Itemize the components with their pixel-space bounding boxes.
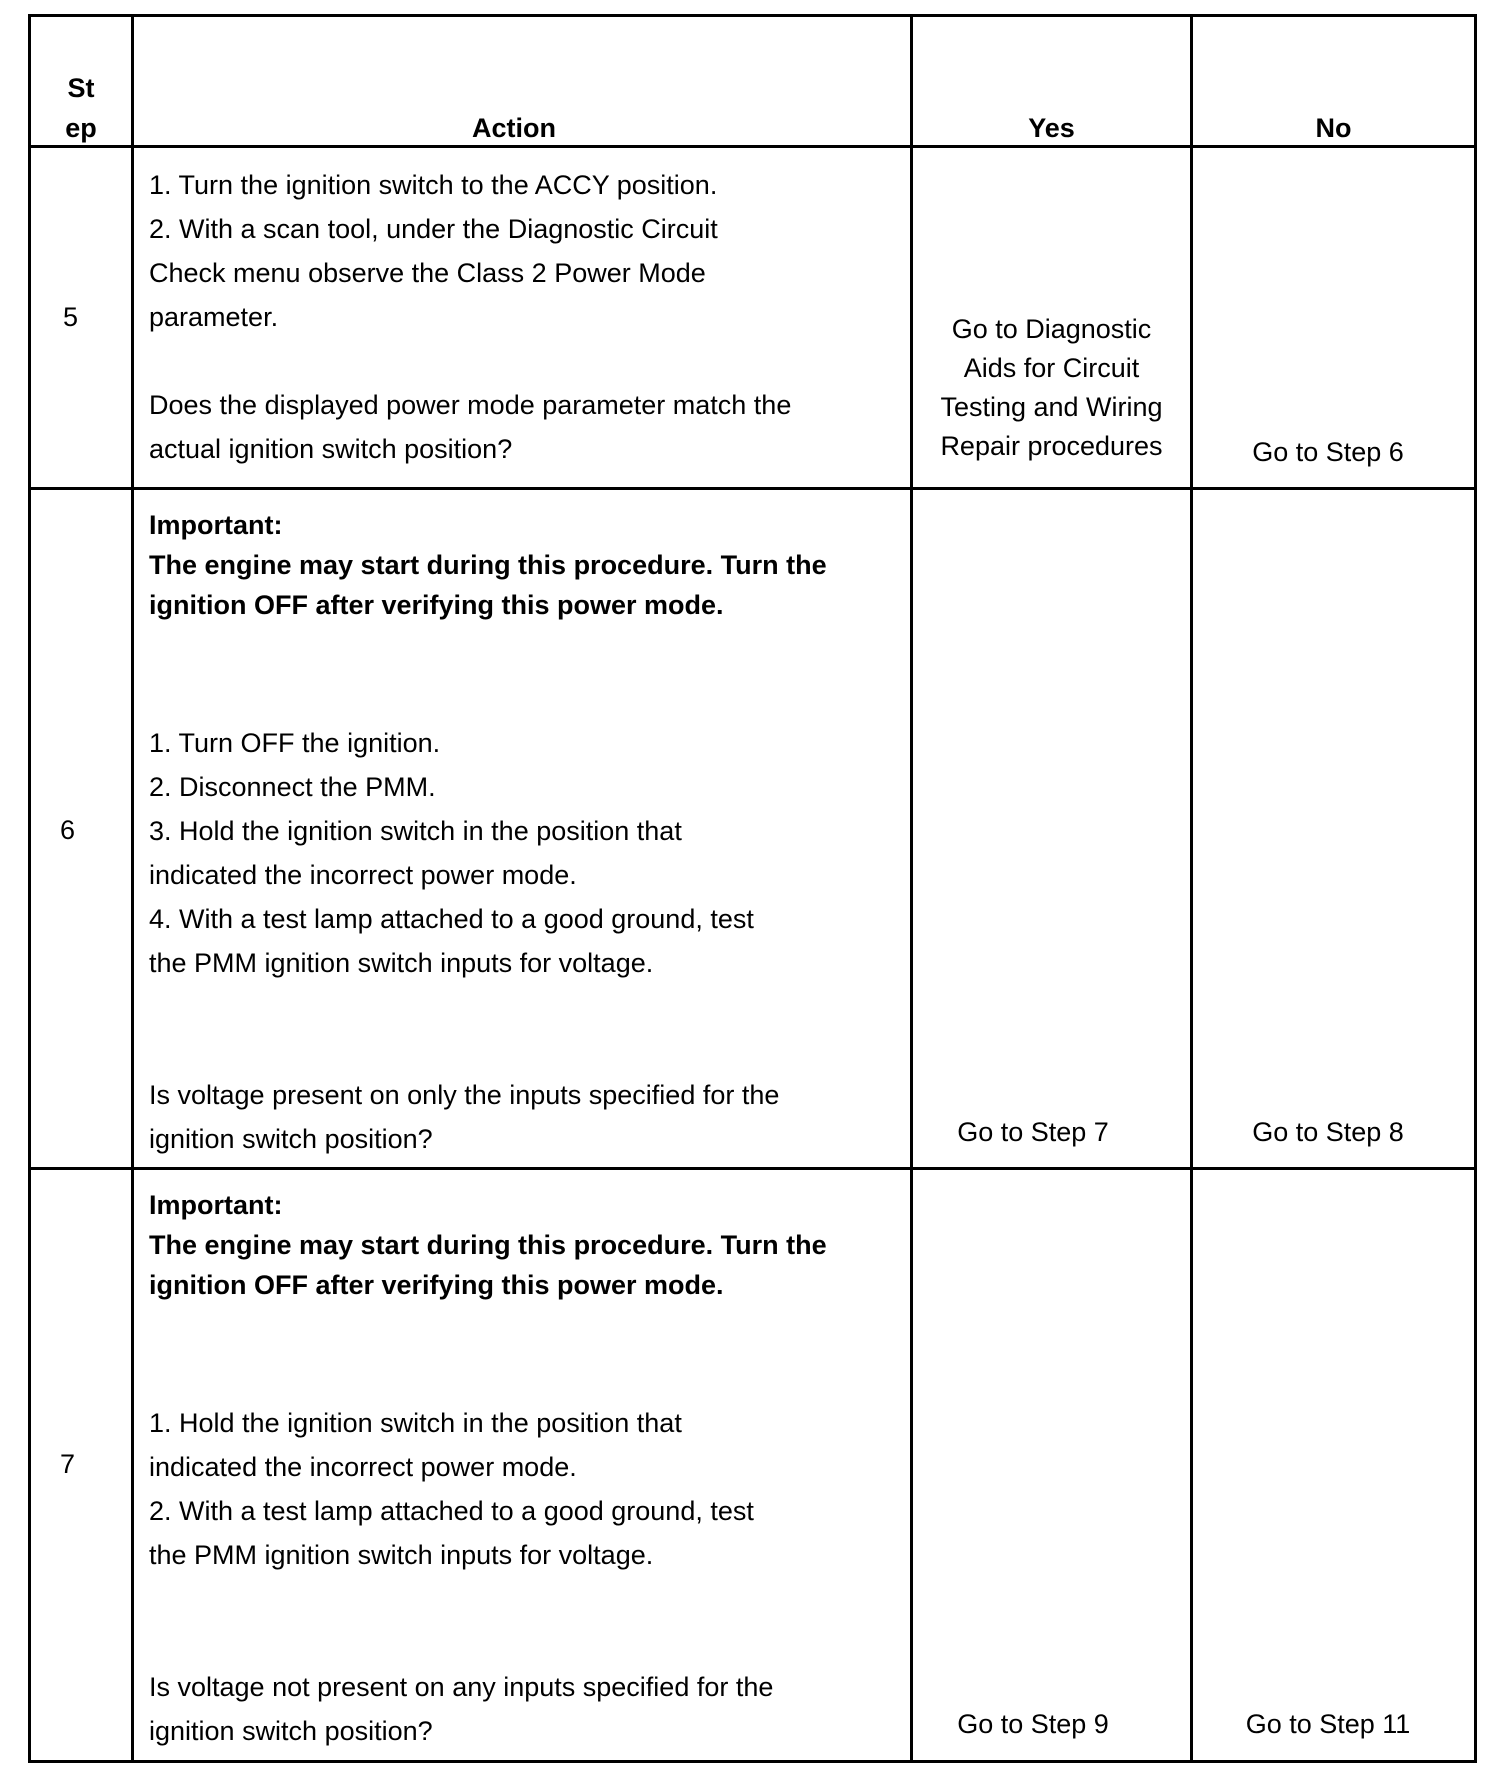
header-yes: Yes [1028,113,1075,143]
important-text: The engine may start during this procedure. Turn the [149,1230,827,1260]
row-divider-5-6 [28,487,1477,490]
yes-line: Aids for Circuit [963,353,1140,383]
important-label: Important: [149,1190,283,1220]
column-divider-step [131,14,134,1763]
important-text: ignition OFF after verifying this power mode. [149,590,724,620]
action-line: 1. Turn OFF the ignition. [149,728,441,758]
table-border-bottom [28,1760,1477,1763]
step-number: 6 [60,815,76,845]
column-divider-yes [1190,14,1193,1763]
header-step [31,68,131,148]
yes-cell-step-6: Go to Step 7 [957,1117,1109,1147]
action-line: 3. Hold the ignition switch in the position that [149,816,682,846]
action-line: Check menu observe the Class 2 Power Mode [149,258,706,288]
important-text: ignition OFF after verifying this power mode. [149,1270,724,1300]
no-cell-step-5: Go to Step 6 [1252,437,1404,467]
step-number: 7 [60,1449,76,1479]
action-cell-step-6 [149,505,827,1161]
action-cell-step-7 [149,1185,827,1753]
action-line: the PMM ignition switch inputs for voltage. [149,1540,654,1570]
spacer [149,1305,827,1401]
spacer [149,625,827,721]
important-label: Important: [149,510,283,540]
header-action: Action [472,113,556,143]
yes-line: Testing and Wiring [940,392,1163,422]
no-cell-step-7: Go to Step 11 [1245,1709,1411,1739]
action-line: 2. With a test lamp attached to a good ground, test [149,1496,754,1526]
action-question: Does the displayed power mode parameter match the [149,390,792,420]
no-cell-step-6: Go to Step 8 [1252,1117,1404,1147]
column-divider-action [910,14,913,1763]
action-line: indicated the incorrect power mode. [149,860,577,890]
action-cell-step-5 [149,163,791,471]
table-border-top [28,14,1477,17]
step-number: 5 [63,302,79,332]
action-question: Is voltage present on only the inputs specified for the [149,1080,780,1110]
action-line: 1. Hold the ignition switch in the position that [149,1408,682,1438]
action-line: 2. Disconnect the PMM. [149,772,436,802]
header-step-line1: St [67,73,95,103]
action-line: 2. With a scan tool, under the Diagnostic Circuit [149,214,718,244]
action-line: 4. With a test lamp attached to a good ground, test [149,904,754,934]
yes-cell-step-7: Go to Step 9 [957,1709,1109,1739]
header-no: No [1315,113,1352,143]
table-border-left [28,14,31,1763]
action-question: ignition switch position? [149,1124,433,1154]
action-question: Is voltage not present on any inputs specified for the [149,1672,774,1702]
action-line: parameter. [149,302,279,332]
action-line: the PMM ignition switch inputs for voltage. [149,948,654,978]
header-step-line2: ep [65,113,97,143]
spacer [149,339,791,383]
yes-cell-step-5 [913,310,1190,466]
table-border-right [1474,14,1477,1763]
yes-line: Repair procedures [940,431,1163,461]
row-divider-6-7 [28,1167,1477,1170]
spacer [149,1577,827,1665]
yes-line: Go to Diagnostic [951,314,1152,344]
spacer [149,985,827,1073]
action-line: 1. Turn the ignition switch to the ACCY position. [149,170,718,200]
action-question: ignition switch position? [149,1716,433,1746]
important-text: The engine may start during this procedure. Turn the [149,550,827,580]
action-line: indicated the incorrect power mode. [149,1452,577,1482]
action-question: actual ignition switch position? [149,434,513,464]
